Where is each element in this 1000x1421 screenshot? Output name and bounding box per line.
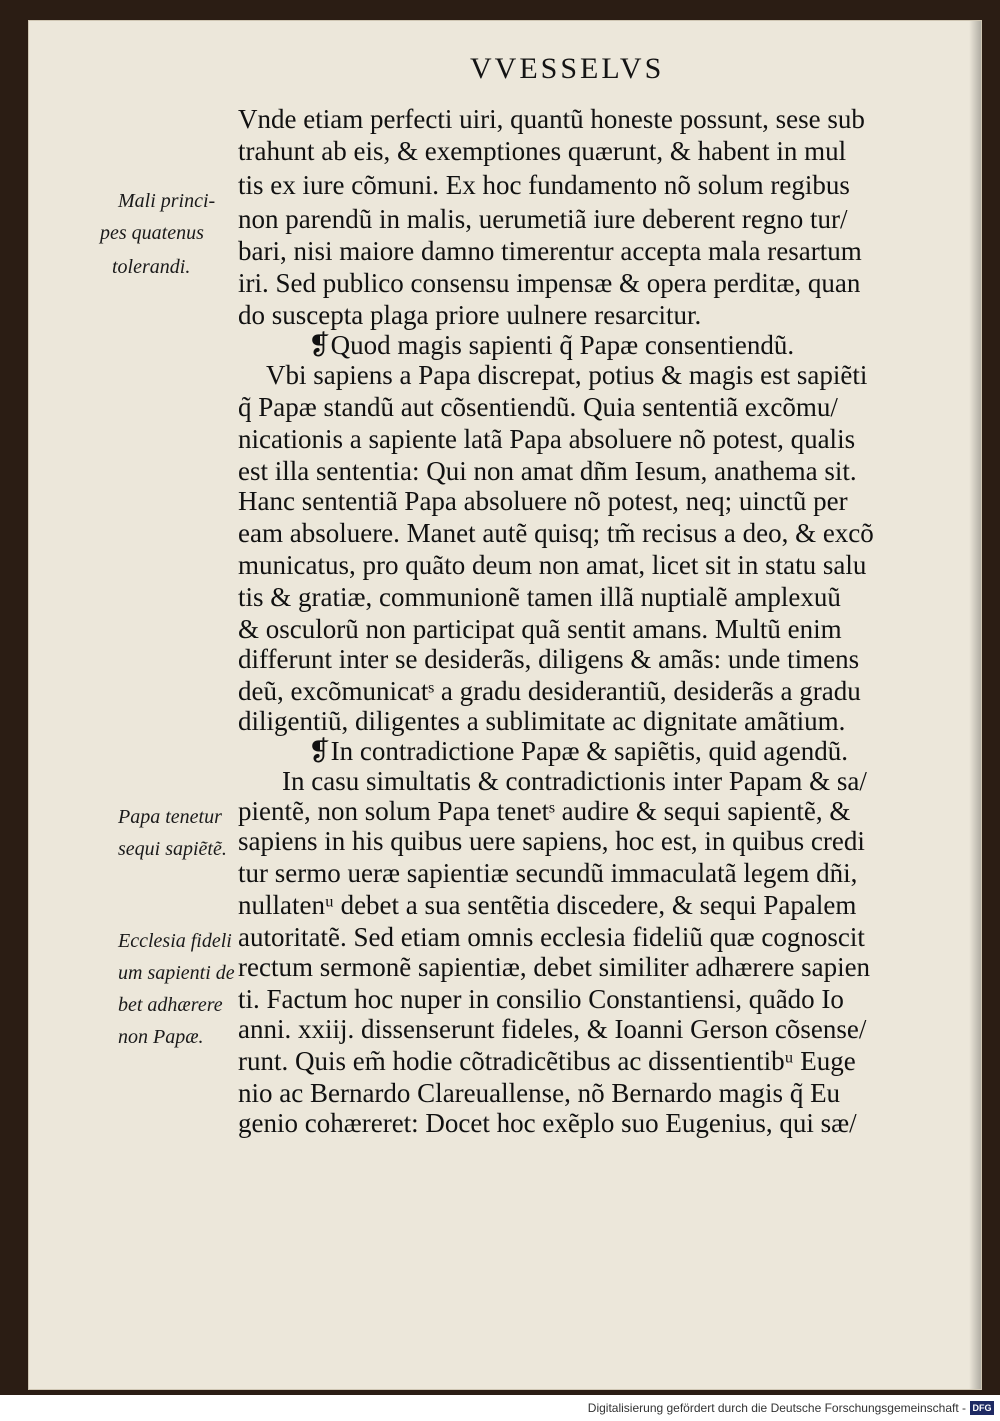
text-line: deũ, excõmunicatˢ a gradu desiderantiũ, desiderãs a gradu bbox=[238, 676, 861, 706]
text-line: sapiens in his quibus uere sapiens, hoc est, in quibus credi bbox=[238, 826, 865, 856]
running-head: VVESSELVS bbox=[470, 52, 665, 85]
marginal-note: bet adhærere bbox=[118, 994, 223, 1016]
text-line: nio ac Bernardo Clareuallense, nõ Bernardo magis q̃ Eu bbox=[238, 1078, 841, 1108]
section-heading: ❡Quod magis sapienti q̃ Papæ consentiendũ. bbox=[308, 330, 795, 360]
text-line: runt. Quis em̃ hodie cõtradicẽtibus ac dissentientibᵘ Euge bbox=[238, 1046, 856, 1076]
text-line: diligentiũ, diligentes a sublimitate ac dignitate amãtium. bbox=[238, 706, 846, 736]
text-line: municatus, pro quãto deum non amat, licet sit in statu salu bbox=[238, 550, 867, 580]
text-line: est illa sententia: Qui non amat dñm Iesum, anathema sit. bbox=[238, 456, 857, 486]
text-line: iri. Sed publico consensu impensæ & opera perditæ, quan bbox=[238, 268, 861, 298]
marginal-note: sequi sapiẽtẽ. bbox=[118, 838, 227, 860]
text-line: nullatenᵘ debet a sua sentẽtia discedere, & sequi Papalem bbox=[238, 890, 857, 920]
text-line: In casu simultatis & contradictionis inter Papam & sa/ bbox=[282, 766, 867, 796]
text-line: tur sermo ueræ sapientiæ secundũ immaculatã legem dñi, bbox=[238, 858, 858, 888]
footer-credit: Digitalisierung gefördert durch die Deutsche Forschungsgemeinschaft - bbox=[587, 1401, 966, 1415]
marginal-note: Papa tenetur bbox=[118, 806, 222, 828]
marginal-note: non Papæ. bbox=[118, 1026, 204, 1048]
text-line: pientẽ, non solum Papa tenetˢ audire & sequi sapientẽ, & bbox=[238, 796, 851, 826]
dfg-logo-icon: DFG bbox=[970, 1401, 994, 1415]
section-heading: ❡In contradictione Papæ & sapiẽtis, quid agendũ. bbox=[308, 736, 849, 766]
text-line: q̃ Papæ standũ aut cõsentiendũ. Quia sententiã excõmu/ bbox=[238, 392, 838, 422]
text-line: do suscepta plaga priore uulnere resarcitur. bbox=[238, 300, 702, 330]
text-line: autoritatẽ. Sed etiam omnis ecclesia fideliũ quæ cognoscit bbox=[238, 922, 865, 952]
marginal-note: um sapienti de bbox=[118, 962, 235, 984]
text-line: Hanc sententiã Papa absoluere nõ potest, neq; uinctũ per bbox=[238, 486, 848, 516]
text-line: Vnde etiam perfecti uiri, quantũ honeste possunt, sese sub bbox=[238, 104, 865, 134]
text-line: eam absoluere. Manet autẽ quisq; tm̃ recisus a deo, & excõ bbox=[238, 518, 874, 548]
marginal-note: Ecclesia fideli bbox=[118, 930, 232, 952]
text-line: differunt inter se desiderãs, diligens & amãs: unde timens bbox=[238, 644, 860, 674]
text-line: ti. Factum hoc nuper in consilio Constantiensi, quãdo Io bbox=[238, 984, 844, 1014]
text-line: Vbi sapiens a Papa discrepat, potius & magis est sapiẽti bbox=[266, 360, 868, 390]
marginal-note: pes quatenus bbox=[100, 222, 204, 244]
text-line: anni. xxiij. dissenserunt fideles, & Ioanni Gerson cõsense/ bbox=[238, 1014, 867, 1044]
marginal-note: Mali princi- bbox=[118, 190, 216, 212]
footer-bar bbox=[0, 1398, 1000, 1421]
text-line: nicationis a sapiente latã Papa absoluere nõ potest, qualis bbox=[238, 424, 856, 454]
text-line: rectum sermonẽ sapientiæ, debet similiter adhærere sapien bbox=[238, 952, 871, 982]
text-line: bari, nisi maiore damno timerentur accepta mala resartum bbox=[238, 236, 862, 266]
text-line: & osculorũ non participat quã sentit amans. Multũ enim bbox=[238, 614, 842, 644]
text-line: tis & gratiæ, communionẽ tamen illã nuptialẽ amplexuũ bbox=[238, 582, 841, 612]
text-line: genio cohæreret: Docet hoc exẽplo suo Eugenius, qui sæ/ bbox=[238, 1108, 857, 1138]
text-line: non parendũ in malis, uerumetiã iure deberent regno tur/ bbox=[238, 204, 848, 234]
text-line: trahunt ab eis, & exemptiones quærunt, & habent in mul bbox=[238, 136, 847, 166]
text-line: tis ex iure cõmuni. Ex hoc fundamento nõ solum regibus bbox=[238, 170, 850, 200]
marginal-note: tolerandi. bbox=[112, 256, 191, 278]
